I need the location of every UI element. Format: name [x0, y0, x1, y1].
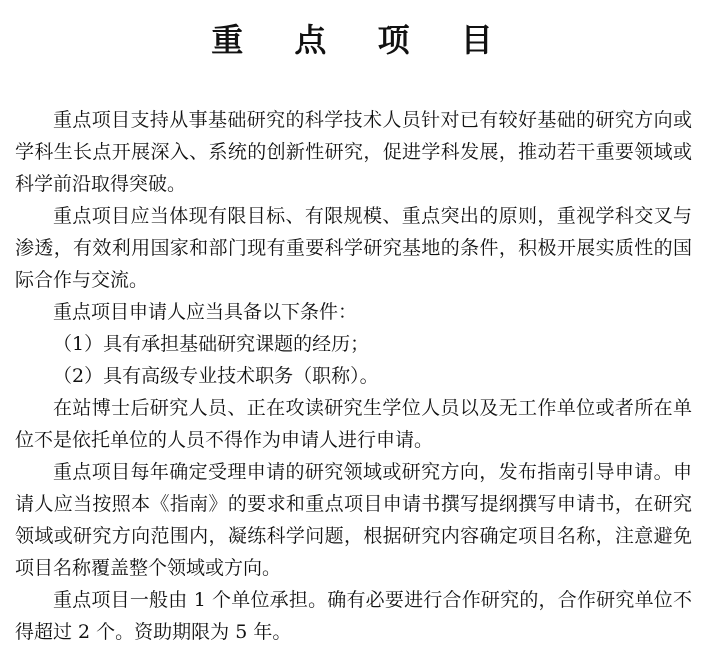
condition-item-2: （2）具有高级专业技术职务（职称）。	[53, 365, 379, 387]
body-text	[15, 104, 692, 648]
condition-item-1: （1）具有承担基础研究课题的经历；	[53, 333, 370, 355]
paragraph-principles: 重点项目应当体现有限目标、有限规模、重点突出的原则，重视学科交叉与渗透，有效利用国家和部门现有重要科学研究基地的条件，积极开展实质性的国际合作与交流。	[15, 205, 692, 291]
paragraph-guidelines: 重点项目每年确定受理申请的研究领域或研究方向，发布指南引导申请。申请人应当按照本《指南》的要求和重点项目申请书撰写提纲撰写申请书，在研究领域或研究方向范围内，凝练科学问题，根据研究内容确定项目名称，注意避免项目名称覆盖整个领域或方向。	[15, 461, 692, 579]
paragraph-conditions-intro: 重点项目申请人应当具备以下条件：	[53, 301, 358, 323]
paragraph-intro: 重点项目支持从事基础研究的科学技术人员针对已有较好基础的研究方向或学科生长点开展深入、系统的创新性研究，促进学科发展，推动若干重要领域或科学前沿取得突破。	[15, 109, 692, 195]
paragraph-ineligible: 在站博士后研究人员、正在攻读研究生学位人员以及无工作单位或者所在单位不是依托单位的人员不得作为申请人进行申请。	[15, 397, 692, 451]
page-title: 重 点 项 目	[211, 21, 513, 59]
paragraph-funding: 重点项目一般由 1 个单位承担。确有必要进行合作研究的，合作研究单位不得超过 2 个。资助期限为 5 年。	[15, 589, 692, 643]
